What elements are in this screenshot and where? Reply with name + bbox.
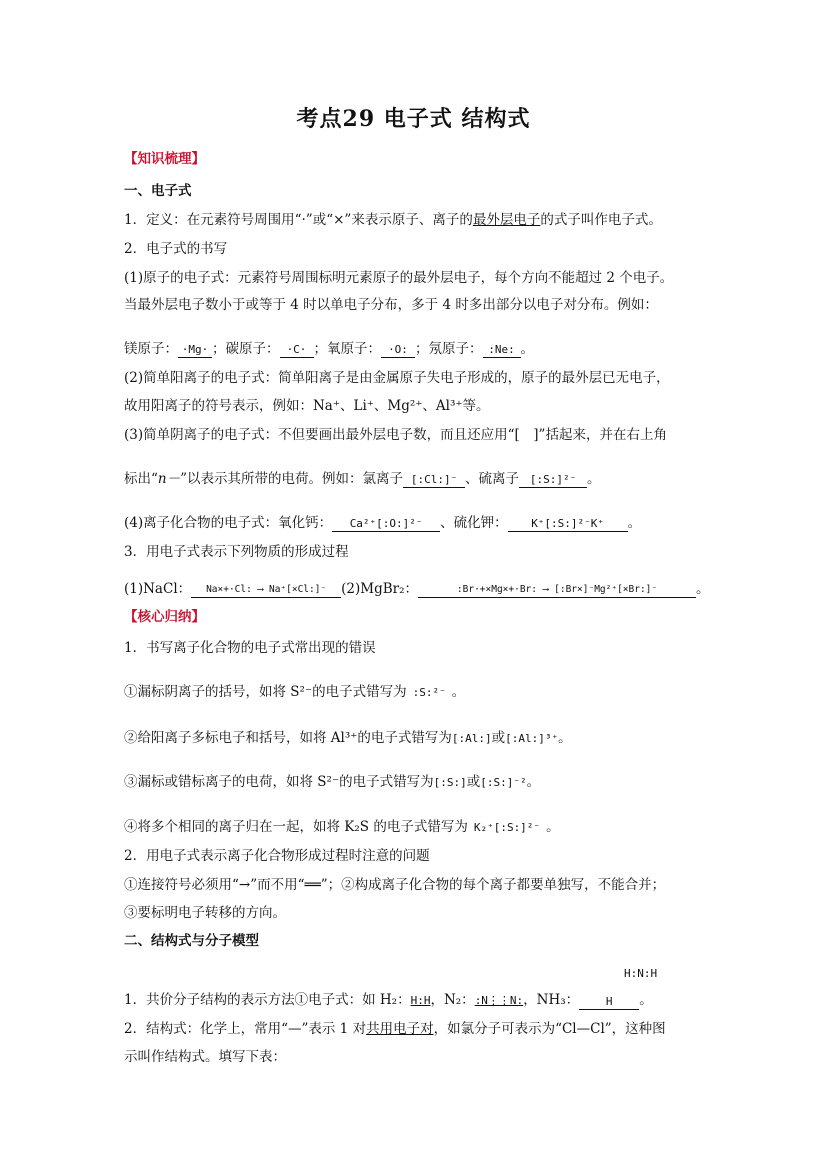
c-atom-formula: ·C·: [280, 343, 314, 358]
cation-rule-1: (2)简单阳离子的电子式：简单阳离子是由金属原子失电子形成的，原子的最外层已无电子，: [124, 370, 670, 386]
cation-rule-2: 故用阳离子的符号表示，例如：Na⁺、Li⁺、Mg²⁺、Al³⁺等。: [124, 398, 490, 414]
covalent-text-a: 1．共价分子结构的表示方法①电子式：如 H₂：: [124, 992, 411, 1008]
nacl-formation: Na×+·Cl: ⟶ Na⁺[×Cl:]⁻: [191, 583, 341, 598]
error-2-or: 或: [491, 730, 506, 746]
error-2-text: ②给阳离子多标电子和括号，如将 Al³⁺的电子式错写为: [124, 730, 452, 746]
ne-atom-formula: :Ne:: [483, 343, 521, 358]
error-4: [124, 818, 560, 837]
ionic-text-b: 、硫化钾：: [440, 515, 508, 531]
error-3-formula-2: [:S:]⁻²: [480, 776, 527, 789]
ionic-text-a: (4)离子化合物的电子式：氧化钙：: [124, 515, 333, 531]
formation-end: 。: [696, 581, 710, 597]
section-core-heading: 【核心归纳】: [124, 609, 205, 625]
anion-text-d: 。: [587, 471, 601, 487]
o-label: ；氧原子：: [313, 341, 381, 357]
anion-text-c: 、硫离子: [465, 471, 520, 487]
ionic-compound-examples: [124, 514, 641, 532]
core-issue-1: ①连接符号必须用“→”而不用“══”；②构成离子化合物的每个离子都要单独写，不能合并；: [124, 877, 666, 893]
cao-formula: Ca²⁺[:O:]²⁻: [332, 517, 440, 532]
struct-shared-pair: 共用电子对: [366, 1021, 434, 1037]
k2s-formula: K⁺[:S:]²⁻K⁺: [508, 517, 628, 532]
error-2: [124, 729, 572, 748]
error-3-or: 或: [466, 774, 481, 790]
covalent-examples: [124, 991, 653, 1010]
n2-formula: :N⋮⋮N:: [474, 994, 524, 1007]
anion-rule-1: (3)简单阴离子的电子式：不但要画出最外层电子数，而且还应用“[ ]”括起来，并在右上角: [124, 427, 667, 443]
structural-definition-2: 示叫作结构式。填写下表：: [124, 1049, 286, 1065]
def-outer-electron: 最外层电子: [472, 212, 541, 228]
heading-structural-formula: 二、结构式与分子模型: [124, 933, 259, 949]
error-4-text: ④将多个相同的离子归在一起，如将 K₂S 的电子式错写为: [124, 819, 468, 835]
atom-examples: [124, 340, 534, 358]
definition-line: [124, 211, 662, 229]
nacl-label: (1)NaCl：: [124, 581, 192, 597]
atom-examples-end: 。: [520, 341, 534, 357]
error-4-formula: K₂⁺[:S:]²⁻: [473, 821, 541, 834]
atom-rule-2: 当最外层电子数小于或等于 4 时以单电子分布，多于 4 时多出部分以电子对分布。例如：: [124, 297, 658, 313]
error-2-end: 。: [558, 730, 572, 746]
struct-text-a: 2．结构式：化学上，常用“—”表示 1 对: [124, 1021, 367, 1037]
def-text-c: 的式子叫作电子式。: [540, 212, 662, 228]
cl-ion-formula: [:Cl:]⁻: [403, 473, 465, 488]
error-2-formula-1: [:Al:]: [451, 732, 492, 745]
heading-electron-formula: 一、电子式: [124, 183, 192, 199]
error-1-end: 。: [451, 684, 466, 700]
mgbr2-label: (2)MgBr₂：: [341, 581, 419, 597]
h2-formula: H:H: [410, 994, 431, 1007]
core-issue-2: ③要标明电子转移的方向。: [124, 905, 286, 921]
page-title: 考点29 电子式 结构式: [296, 106, 531, 132]
writing-heading: 2．电子式的书写: [124, 241, 228, 257]
error-2-formula-2: [:Al:]³⁺: [505, 732, 559, 745]
struct-text-b: ，如氯分子可表示为“Cl—Cl”，这种图: [433, 1021, 666, 1037]
error-4-end: 。: [546, 819, 560, 835]
formation-heading: 3．用电子式表示下列物质的形成过程: [124, 544, 349, 560]
error-3-formula-1: [:S:]: [433, 776, 467, 789]
error-1-text: ①漏标阴离子的括号，如将 S²⁻的电子式错写为: [124, 684, 407, 700]
o-atom-formula: ·O:: [381, 343, 415, 358]
core-issues-heading: 2．用电子式表示离子化合物形成过程时注意的问题: [124, 848, 430, 864]
core-errors-heading: 1．书写离子化合物的电子式常出现的错误: [124, 640, 376, 656]
def-dot: ·: [301, 212, 306, 228]
structural-definition-1: [124, 1020, 666, 1038]
mg-atom-formula: ·Mg·: [178, 343, 212, 358]
section-knowledge-heading: 【知识梳理】: [124, 151, 205, 167]
error-3-text: ③漏标或错标离子的电荷，如将 S²⁻的电子式错写为: [124, 774, 434, 790]
c-label: ；碳原子：: [212, 341, 280, 357]
mgbr2-formation: :Br·+×Mg×+·Br: ⟶ [:Br×]⁻Mg²⁺[×Br:]⁻: [418, 583, 696, 598]
nh3-top-row: H:N:H: [624, 967, 658, 980]
ionic-text-c: 。: [627, 515, 642, 531]
ne-label: ；氖原子：: [415, 341, 483, 357]
formation-examples: [124, 580, 710, 598]
anion-text-a: 标出“: [124, 471, 158, 487]
covalent-text-c: ，NH₃：: [523, 992, 580, 1008]
anion-examples: [124, 470, 601, 488]
mg-label: 镁原子：: [124, 341, 178, 357]
def-text-b: ”或“×”来表示原子、离子的: [305, 212, 473, 228]
anion-text-b: ”以表示其所带的电荷。例如：氯离子: [180, 471, 404, 487]
error-1: [124, 683, 465, 702]
error-1-formula: :S:²⁻: [412, 686, 446, 699]
covalent-text-b: ，N₂：: [430, 992, 475, 1008]
anion-n-charge: n－: [157, 471, 181, 487]
error-3-end: 。: [526, 774, 541, 790]
error-3: [124, 773, 540, 792]
atom-rule-1: (1)原子的电子式：元素符号周围标明元素原子的最外层电子，每个方向不能超过 2 个电子。: [124, 270, 674, 286]
def-text-a: 1．定义：在元素符号周围用“: [124, 212, 302, 228]
nh3-bottom-row: H: [579, 995, 639, 1010]
covalent-end: 。: [639, 992, 653, 1008]
s-ion-formula: [:S:]²⁻: [519, 473, 587, 488]
